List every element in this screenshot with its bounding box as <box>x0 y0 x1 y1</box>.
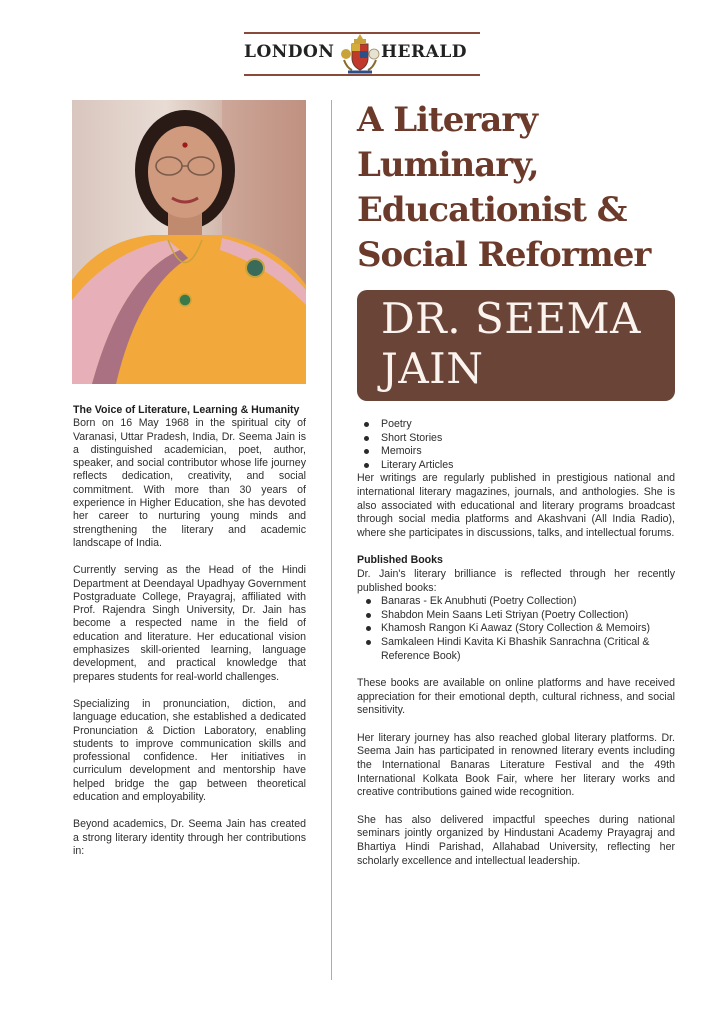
masthead-word-herald: HERALD <box>381 42 468 62</box>
name-banner <box>357 290 675 401</box>
list-item: Khamosh Rangon Ki Aawaz (Story Collection & Memoirs) <box>357 622 675 636</box>
masthead <box>244 30 480 78</box>
speeches-paragraph: She has also delivered impactful speeches during national seminars jointly organized by Hindustani Academy Prayagraj and Bhartiya Hindi Parishad, Allahabad University, reflecting her scholarly excellence and intellectual leadership. <box>357 813 675 867</box>
bio-paragraph-1: Born on 16 May 1968 in the spiritual city of Varanasi, Uttar Pradesh, India, Dr. Seema Jain is a distinguished academician, poet, author, speaker, and social contributor whose life journey reflects dedication, creativity, and social commitment. With more than 30 years of experience in Higher Education, she has devoted her career to nurturing young minds and strengthening the literary and academic landscape of India. <box>73 417 306 549</box>
books-intro: Dr. Jain's literary brilliance is reflected through her recently published books: <box>357 567 675 594</box>
books-list <box>357 595 675 663</box>
bio-paragraph-3: Specializing in pronunciation, diction, and language education, she established a dedicated Pronunciation & Diction Laboratory, enabling students to improve communication skills and professional confidence. Her initiatives in curriculum development and mentorship have helped bridge the gap between theoretical education and employability. <box>73 697 306 804</box>
portrait-illustration <box>72 100 306 384</box>
global-journey-paragraph: Her literary journey has also reached global literary platforms. Dr. Seema Jain has participated in renowned literary events including the International Banaras Literature Festival and the 49th International Kolkata Book Fair, where her literary works and creative contributions gained wide recognition. <box>357 731 675 799</box>
list-item: Banaras - Ek Anubhuti (Poetry Collection) <box>357 595 675 609</box>
masthead-bottom-rule <box>244 74 480 76</box>
portrait-photo <box>72 100 306 384</box>
column-divider <box>331 100 332 980</box>
masthead-word-london: LONDON <box>244 42 335 62</box>
name-text: DR. SEEMA JAIN <box>381 294 641 393</box>
royal-crest-icon <box>340 30 380 78</box>
list-item: Short Stories <box>357 432 675 446</box>
left-column <box>73 404 306 872</box>
list-item: Literary Articles <box>357 459 675 473</box>
headline: A Literary Luminary, Educationist & Social Reformer <box>357 100 651 275</box>
books-availability-paragraph: These books are available on online platforms and have received appreciation for their emotional depth, cultural richness, and social sensitivity. <box>357 677 675 717</box>
published-books-heading: Published Books <box>357 554 443 567</box>
right-column <box>357 418 675 882</box>
section-heading-voice: The Voice of Literature, Learning & Humanity <box>73 404 300 416</box>
list-item: Poetry <box>357 418 675 432</box>
list-item: Shabdon Mein Saans Leti Striyan (Poetry Collection) <box>357 609 675 623</box>
writings-paragraph: Her writings are regularly published in prestigious national and international literary magazines, journals, and anthologies. She is also associated with educational and literary programs broadcast through social media platforms and Akashvani (All India Radio), where she participates in discussions, talks, and intellectual forums. <box>357 472 675 539</box>
list-item: Samkaleen Hindi Kavita Ki Bhashik Sanrachna (Critical & Reference Book) <box>357 636 675 663</box>
genre-list <box>357 418 675 472</box>
list-item: Memoirs <box>357 445 675 459</box>
bio-paragraph-2: Currently serving as the Head of the Hindi Department at Deendayal Upadhyay Government Postgraduate College, Prayagraj, affiliated with Prof. Rajendra Singh University, Dr. Jain has become a respected name in the field of education and literature. Her educational vision emphasizes skill-oriented learning, language development, and practical knowledge that prepares students for real-world challenges. <box>73 564 306 683</box>
bio-paragraph-4: Beyond academics, Dr. Seema Jain has created a strong literary identity through her contributions in: <box>73 818 306 857</box>
